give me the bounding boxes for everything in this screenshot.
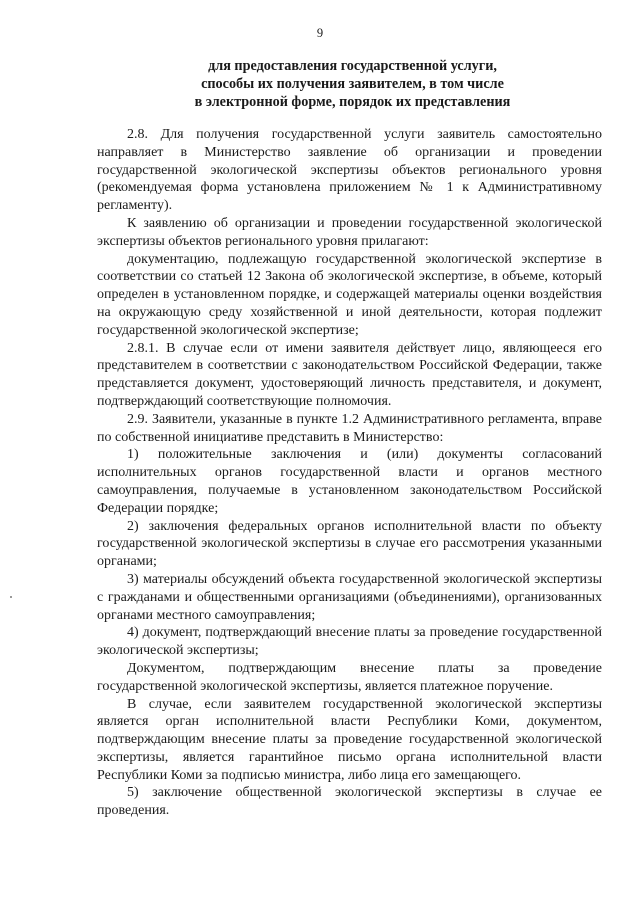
section-heading [120, 58, 585, 111]
page-number: 9 [316, 26, 324, 40]
heading-line: способы их получения заявителем, в том числе [201, 75, 504, 92]
list-item-3: 3) материалы обсуждений объекта государственной экологической экспертизы с гражданами и общественными организациями (объединениями), организованных органами местного самоуправления; [97, 571, 602, 623]
paragraph-attachments-intro: К заявлению об организации и проведении государственной экологической экспертизы объектов регионального уровня прилагают: [97, 215, 602, 249]
paragraph-2-8-1: 2.8.1. В случае если от имени заявителя действует лицо, являющееся его представителем в соответствии с законодательством Российской Федерации, также представляется документ, удостоверяющий личность представителя, и документ, подтверждающий соответствующие полномочия. [97, 340, 602, 409]
heading-line: для предоставления государственной услуги, [208, 58, 497, 74]
paragraph-2-8: 2.8. Для получения государственной услуги заявитель самостоятельно направляет в Министерство заявление об организации и проведении государственной экологической экспертизы объектов регионального уровня (рекомендуемая форма установлена приложением № 1 к Административному регламенту). [97, 127, 602, 214]
document-body [97, 126, 602, 820]
list-item-4: 4) документ, подтверждающий внесение платы за проведение государственной экологической экспертизы; [97, 625, 602, 659]
paragraph-2-9: 2.9. Заявители, указанные в пункте 1.2 Административного регламента, вправе по собственной инициативе представить в Министерство: [97, 411, 602, 445]
scan-mark [10, 596, 12, 598]
list-item-2: 2) заключения федеральных органов исполнительной власти по объекту государственной экологической экспертизы в случае его рассмотрения указанными органами; [97, 518, 602, 570]
paragraph-komi-guarantee: В случае, если заявителем государственной экологической экспертизы является орган исполнительной власти Республики Коми, документом, подтверждающим внесение платы за проведение государственной экологической экспертизы, является гарантийное письмо органа исполнительной власти Республики Коми за подписью министра, либо лица его замещающего. [97, 696, 602, 783]
list-item-1: 1) положительные заключения и (или) документы согласований исполнительных органов государственной власти и органов местного самоуправления, получаемые в установленном законодательством Российской Федерации порядке; [97, 447, 602, 516]
list-item-5: 5) заключение общественной экологической экспертизы в случае ее проведения. [97, 785, 602, 819]
paragraph-documentation: документацию, подлежащую государственной экологической экспертизе в соответствии со статьей 12 Закона об экологической экспертизе, в объеме, который определен в установленном порядке, и содержащей материалы оценки воздействия на окружающую среду хозяйственной и иной деятельности, которая подлежит государственной экологической экспертизе; [97, 251, 602, 338]
paragraph-payment-document: Документом, подтверждающим внесение платы за проведение государственной экологической экспертизы, является платежное поручение. [97, 660, 602, 694]
heading-line: в электронной форме, порядок их представления [194, 93, 511, 110]
